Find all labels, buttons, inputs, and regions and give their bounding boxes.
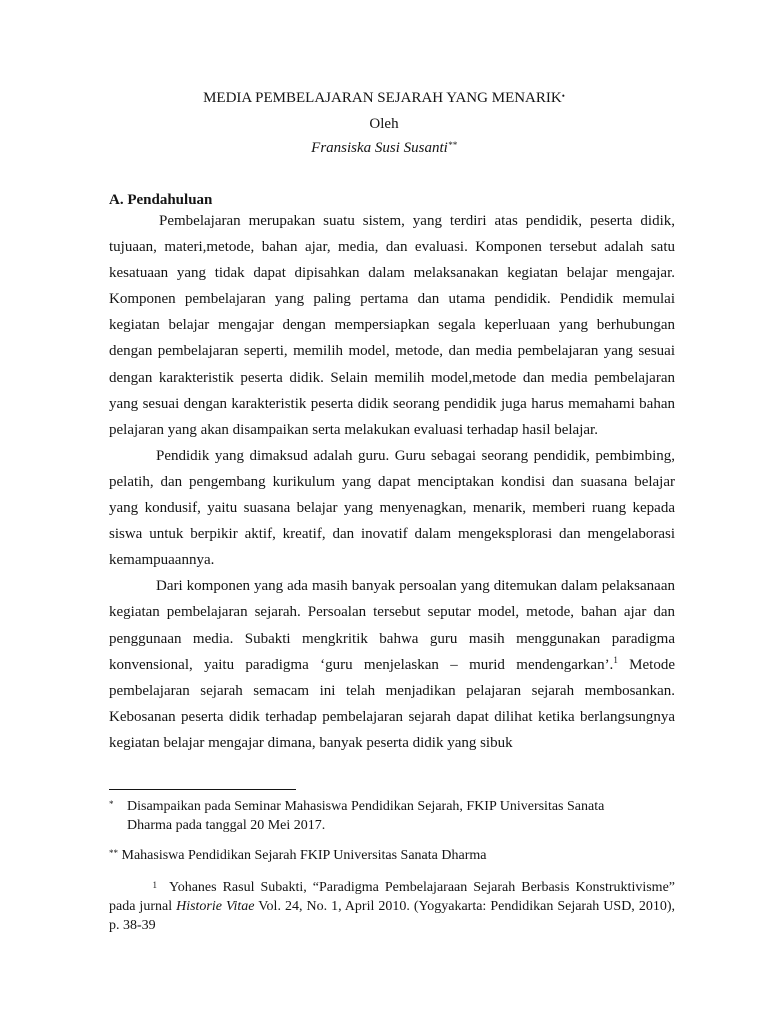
footnote-1-line-2: Dharma pada tanggal 20 Mei 2017. xyxy=(127,818,326,833)
footnote-1 xyxy=(109,797,675,835)
byline-oleh: Oleh xyxy=(369,116,399,132)
body-text xyxy=(109,208,675,756)
paragraph-1: Pembelajaran merupakan suatu sistem, yang terdiri atas pendidik, peserta didik, tujuaan, materi,metode, bahan ajar, media, dan evaluasi. Komponen tersebut adalah satu kesatuaan yang tidak dapat dipisahkan dalam melaksanakan kegiatan belajar mengajar. Komponen pembelajaran yang paling pertama dan utama pendidik. Pendidik memulai kegiatan belajar mengajar dengan mempersiapkan segala keperluaan yang berhubungan dengan pembelajaran seperti, memilih model, metode, dan media pembelajaran yang sesuai dengan karakteristik peserta didik. Selain memilih model,metode dan media pembelajaran yang sesuai dengan karakteristik peserta didik seorang pendidik juga harus memahami bahan pelajaran yang akan disampaikan serta melakukan evaluasi terhadap hasil belajar. xyxy=(109,213,675,438)
author-footnote-marker: ** xyxy=(447,140,457,150)
paragraph-3-text-b: Metode pembelajaran sejarah semacam ini telah menjadikan pelajaran sejarah membosankan. Kebosanan peserta didik terhadap pembelajaran sejarah dapat dilihat ketika berlangsungnya kegiatan belajar mengajar dimana, banyak peserta didik yang sibuk xyxy=(109,656,675,751)
paragraph-3 xyxy=(109,573,675,756)
footnote-1-marker: * xyxy=(109,799,114,809)
footnote-2 xyxy=(109,846,675,865)
footnote-1-line-1: Disampaikan pada Seminar Mahasiswa Pendidikan Sejarah, FKIP Universitas Sanata xyxy=(127,799,605,814)
section-heading: A. Pendahuluan xyxy=(109,192,213,208)
footnote-2-text: Mahasiswa Pendidikan Sejarah FKIP Universitas Sanata Dharma xyxy=(121,848,487,863)
footnote-3-text-b: Vol. 24, No. 1, April 2010. (Yogyakarta: Pendidikan Sejarah USD, 2010), p. 38-39 xyxy=(109,899,675,933)
journal-title: Historie Vitae xyxy=(176,899,255,914)
document-title xyxy=(0,88,768,108)
footnote-3-marker: 1 xyxy=(152,880,157,890)
author-name xyxy=(0,138,768,158)
footnote-reference-1: 1 xyxy=(613,654,618,665)
author-text: Fransiska Susi Susanti xyxy=(311,140,448,156)
footnote-separator xyxy=(109,789,296,790)
paragraph-2: Pendidik yang dimaksud adalah guru. Guru sebagai seorang pendidik, pembimbing, pelatih, dan pengembang kurikulum yang dapat menciptakan kondisi dan suasana belajar yang kondusif, yaitu suasana belajar yang menyenagkan, menarik, memberi ruang kepada siswa untuk berpikir aktif, kreatif, dan inovatif dalam mengeksplorasi dan mengelaborasi kemampuaannya. xyxy=(109,447,675,569)
title-text: MEDIA PEMBELAJARAN SEJARAH YANG MENARIK xyxy=(203,90,562,106)
title-footnote-marker: • xyxy=(561,91,565,101)
footnote-2-marker: ** xyxy=(109,848,118,858)
footnote-3 xyxy=(109,878,675,935)
paragraph-3-text-a: Dari komponen yang ada masih banyak persoalan yang ditemukan dalam pelaksanaan kegiatan pembelajaran sejarah. Persoalan tersebut seputar model, metode, bahan ajar dan penggunaan media. Subakti mengkritik bahwa guru masih menggunakan paradigma konvensional, yaitu paradigma ‘guru menjelaskan – murid mendengarkan’. xyxy=(109,578,675,673)
footnote-3-text-a: Yohanes Rasul Subakti, “Paradigma Pembelajaraan Sejarah Berbasis Konstruktivisme” pada jurnal xyxy=(109,880,675,914)
